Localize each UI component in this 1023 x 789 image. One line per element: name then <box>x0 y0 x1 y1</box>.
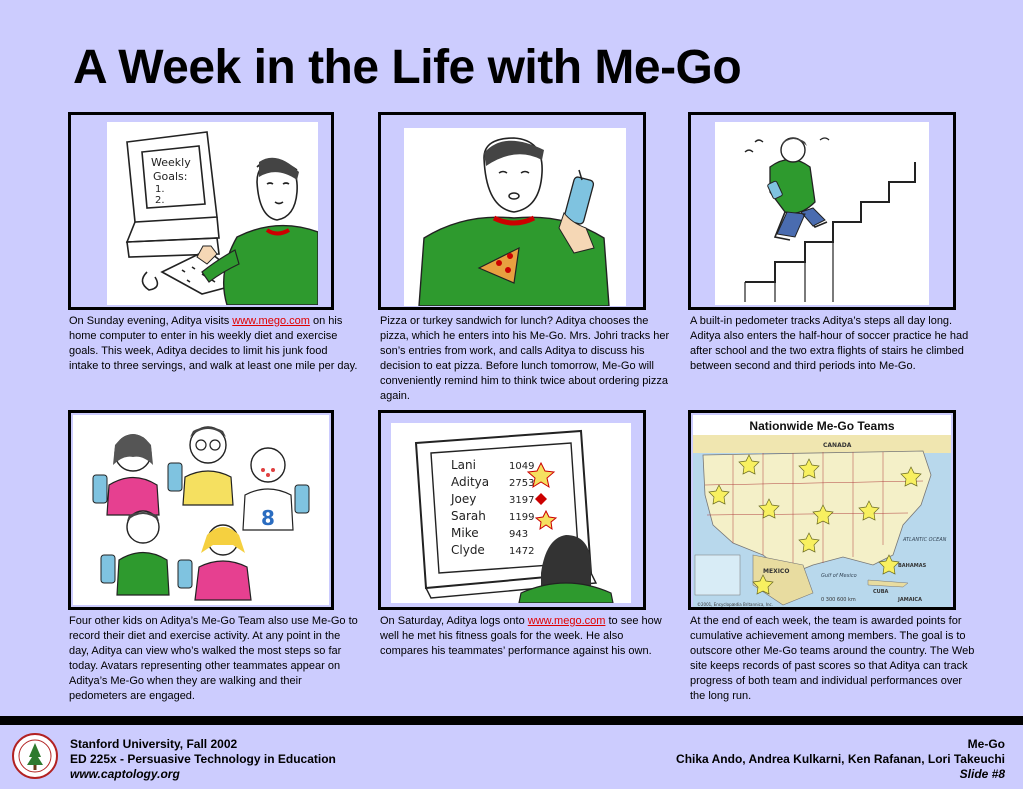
footer-authors: Chika Ando, Andrea Kulkarni, Ken Rafanan, Lori Takeuchi <box>676 752 1005 766</box>
footer-left <box>70 737 336 782</box>
footer-website[interactable]: www.captology.org <box>70 767 180 781</box>
goals-text: Goals: <box>153 170 188 183</box>
score-name-2: Aditya <box>451 475 490 489</box>
score-value-2: 2753 <box>509 478 535 489</box>
map-label-gulf: Gulf of Mexico <box>821 573 857 579</box>
map-label-canada: CANADA <box>823 442 852 449</box>
caption-saturday-text-1: On Saturday, Aditya logs onto <box>380 615 528 627</box>
panel-sunday-computer <box>68 112 334 310</box>
team-drawing-svg <box>73 415 329 605</box>
footer-divider <box>0 716 1023 725</box>
goal-2-text: 2. <box>155 195 165 206</box>
map-label-mexico: MEXICO <box>763 568 790 575</box>
goal-1-text: 1. <box>155 184 165 195</box>
map-copyright: ©2001, Encyclopædia Britannica, Inc. <box>697 602 774 607</box>
footer-university: Stanford University, Fall 2002 <box>70 737 238 751</box>
stairs-drawing-svg <box>715 122 929 305</box>
weekly-text: Weekly <box>151 156 191 169</box>
seal-icon <box>12 733 58 779</box>
panel-team <box>68 410 334 610</box>
caption-saturday-text-2: to see how well he met his fitness goals for the week. He also compares his teammates’ performance against his own. <box>380 615 662 657</box>
map-label-cuba: CUBA <box>873 589 889 595</box>
panel-stairs <box>688 112 956 310</box>
score-value-6: 1472 <box>509 546 535 557</box>
score-name-6: Clyde <box>451 543 485 557</box>
caption-weekly-points: At the end of each week, the team is awarded points for cumulative achievement among members. The goal is to outscore other Me-Go teams around the country. The Web site keeps records of past scores so that Aditya can track progress of both team and individual performances over the long run. <box>690 615 975 702</box>
caption-team: Four other kids on Aditya’s Me-Go Team also use Me-Go to record their diet and exercise activity. At any point in the day, Aditya can view who’s walked the most steps so far today. Avatars representing other teammates appear on Aditya’s Me-Go when they are walking and their pedometers are engaged. <box>69 615 358 702</box>
map-nationwide <box>693 415 951 607</box>
score-value-3: 3197 <box>509 495 535 506</box>
score-name-5: Mike <box>451 526 479 540</box>
mego-link-saturday[interactable]: www.mego.com <box>527 615 606 627</box>
map-label-bahamas: BAHAMAS <box>898 563 927 569</box>
panel-nationwide-map <box>688 410 956 610</box>
caption-sunday-text-2: on his home computer to enter in his weekly diet and exercise goals. This week, Aditya decides to limit his junk food intake to three servings, and walk at least one mile per day. <box>69 315 358 372</box>
drawing-scoreboard <box>391 423 631 603</box>
caption-sunday <box>69 314 359 374</box>
map-scale: 0 300 600 km <box>821 597 856 603</box>
map-label-jamaica: JAMAICA <box>898 597 922 603</box>
score-name-3: Joey <box>451 492 477 506</box>
panel-pizza-lunch <box>378 112 646 310</box>
score-name-4: Sarah <box>451 509 486 523</box>
score-value-1: 1049 <box>509 461 535 472</box>
score-value-5: 943 <box>509 529 529 540</box>
caption-sunday-text-1: On Sunday evening, Aditya visits <box>69 315 233 327</box>
score-name-1: Lani <box>451 458 476 472</box>
caption-stairs: A built-in pedometer tracks Aditya’s steps all day long. Aditya also enters the half-hour of soccer practice he had after school and the two extra flights of stairs he climbed between second and third periods into Me-Go. <box>690 315 969 372</box>
mego-link-sunday[interactable]: www.mego.com <box>232 315 310 327</box>
pizza-drawing-svg <box>404 128 626 306</box>
caption-pizza: Pizza or turkey sandwich for lunch? Aditya chooses the pizza, which he enters into his Me-Go. Mrs. Johri tracks her son’s entries from work, and calls Aditya to discuss his decision to eat pizza. Before lunch tomorrow, Me-Go will conveniently remind him to think twice about ordering pizza again. <box>380 315 670 402</box>
score-value-4: 1199 <box>509 512 535 523</box>
stanford-seal-logo <box>12 733 58 779</box>
map-svg <box>693 415 951 607</box>
footer-course: ED 225x - Persuasive Technology in Education <box>70 752 336 766</box>
map-title: Nationwide Me-Go Teams <box>749 419 895 433</box>
panel-saturday-scores <box>378 410 646 610</box>
caption-saturday <box>380 614 670 659</box>
drawing-computer <box>107 122 318 305</box>
scoreboard-drawing-svg <box>391 423 631 603</box>
drawing-team <box>73 415 329 605</box>
footer-project: Me-Go <box>967 737 1005 751</box>
footer-slide-number: Slide #8 <box>959 767 1005 781</box>
map-label-atlantic: ATLANTIC OCEAN <box>903 537 947 543</box>
drawing-stairs <box>715 122 929 305</box>
footer-right <box>676 737 1005 782</box>
slide-title: A Week in the Life with Me-Go <box>73 41 742 94</box>
drawing-pizza <box>404 128 626 306</box>
computer-drawing-svg <box>107 122 318 305</box>
shirt-number: 8 <box>261 506 275 530</box>
